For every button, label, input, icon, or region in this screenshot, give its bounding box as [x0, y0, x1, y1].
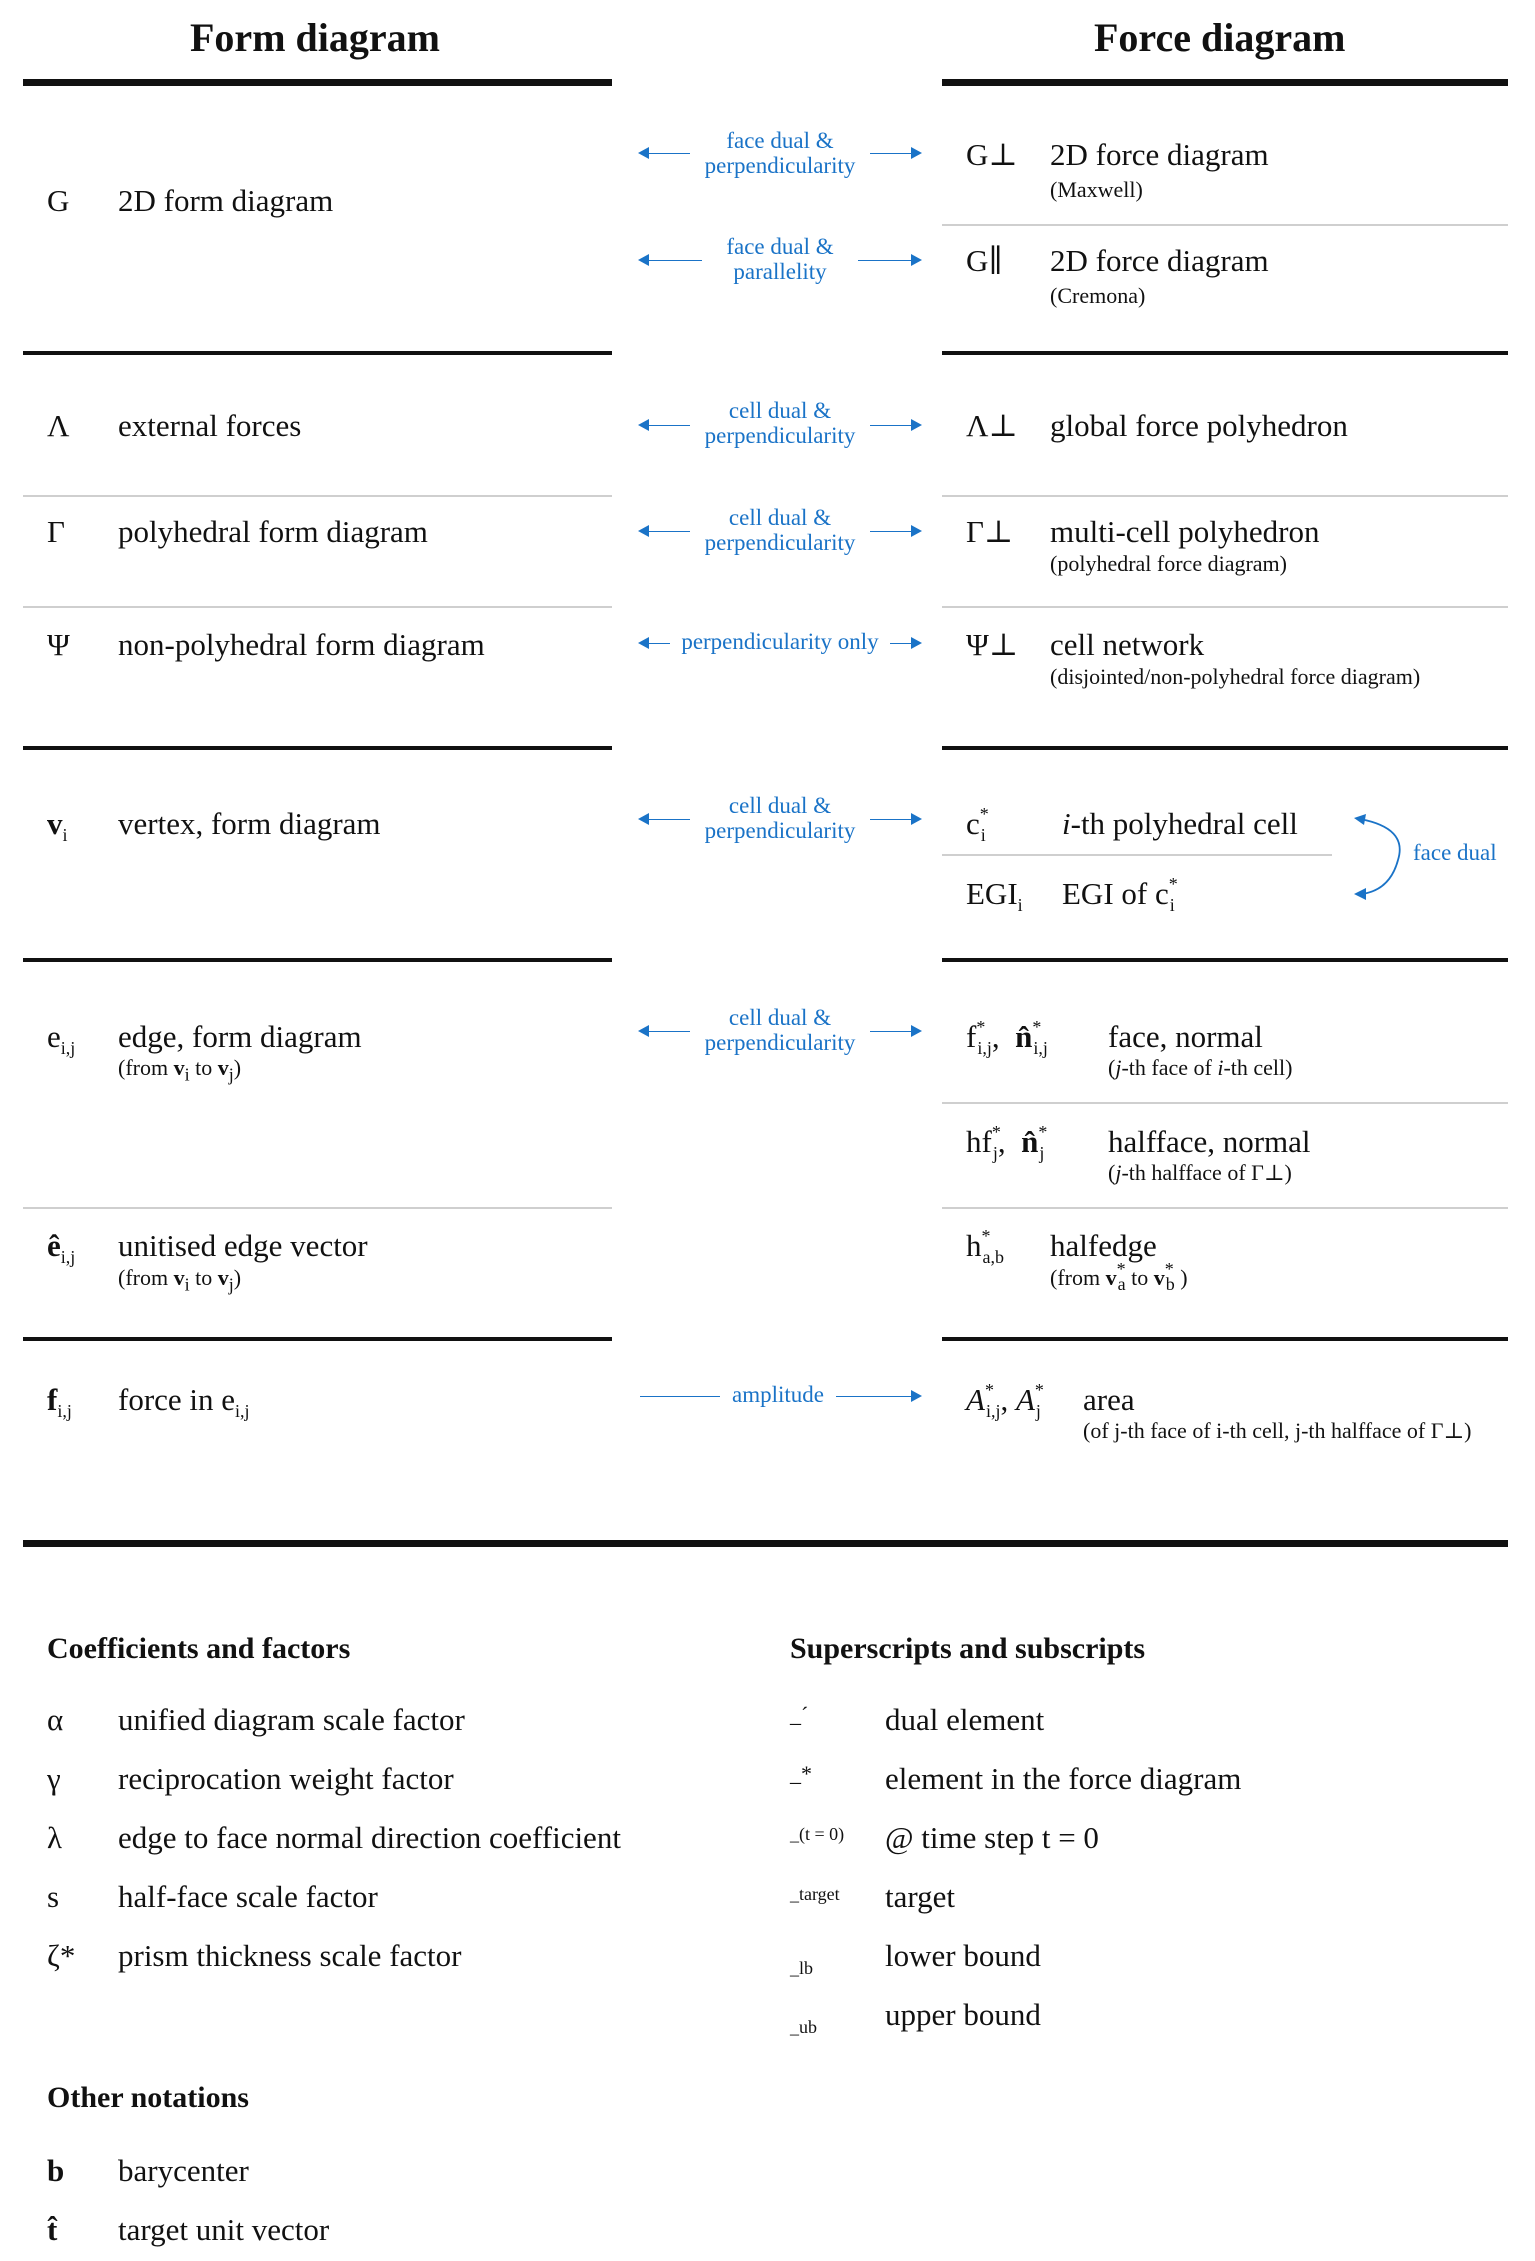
symbol-egi: $EGI_i$ — [966, 876, 1023, 916]
coef-label-zeta: prism thickness scale factor — [118, 1938, 462, 1973]
script-label-target: target — [885, 1879, 956, 1914]
coefficients-title: Coefficients and factors — [47, 1632, 351, 1665]
note-maxwell: (Maxwell) — [1050, 177, 1143, 202]
note-cremona: (Cremona) — [1050, 283, 1146, 308]
coef-sym-s: s — [47, 1879, 60, 1914]
label-force-in-edge: force in $e_{i,j}$ — [118, 1382, 250, 1422]
label-multi-cell: multi-cell polyhedron — [1050, 514, 1320, 549]
rule-right-top — [942, 79, 1508, 86]
note-area: (of j-th face of i-th cell, j-th halfface of Γ⊥) — [1083, 1418, 1472, 1443]
rule-left-3 — [23, 958, 612, 962]
sep-left-gamma — [23, 606, 612, 608]
note-face-normal: (j-th face of i-th cell) — [1108, 1055, 1293, 1080]
arrow-right-6 — [870, 1031, 920, 1032]
rule-right-2 — [942, 746, 1508, 750]
symbol-gamma: Γ — [47, 514, 65, 549]
arrow-left-3 — [640, 531, 690, 532]
symbol-c-star: $c^*_i$ — [966, 804, 989, 846]
label-global-force-polyhedron: global force polyhedron — [1050, 408, 1348, 443]
rule-left-1 — [23, 351, 612, 355]
script-label-star: element in the force diagram — [885, 1761, 1242, 1796]
rule-left-2 — [23, 746, 612, 750]
script-sym-dual: _´ — [790, 1702, 809, 1727]
arrow-left-5 — [640, 819, 690, 820]
rule-bottom — [23, 1540, 1508, 1547]
arrow-right-5 — [870, 819, 920, 820]
label-unit-edge: unitised edge vector — [118, 1228, 368, 1263]
form-diagram-header: Form diagram — [190, 15, 440, 60]
label-2d-form: 2D form diagram — [118, 183, 334, 218]
sep-right-gamma — [942, 606, 1508, 608]
rule-right-1 — [942, 351, 1508, 355]
note-unit-edge: (from $v_i$ to $v_j$) — [118, 1265, 242, 1295]
arrow-right-2 — [870, 425, 920, 426]
other-label-t-hat: target unit vector — [118, 2212, 330, 2247]
scripts-title: Superscripts and subscripts — [790, 1632, 1146, 1665]
arrow-right-4 — [890, 643, 920, 644]
relation-text-1: face dual & parallelity — [726, 234, 834, 284]
script-sym-star: _* — [790, 1761, 812, 1786]
symbol-psi-perp: Ψ⊥ — [966, 627, 1019, 662]
sep-left-edge — [23, 1207, 612, 1209]
note-cell-network: (disjointed/non-polyhedral force diagram) — [1050, 664, 1421, 689]
sep-right-lambda — [942, 495, 1508, 497]
arrow-line-7 — [640, 1396, 720, 1397]
symbol-e-hat: $ê_{i,j}$ — [47, 1228, 76, 1268]
arrow-left-1 — [640, 260, 702, 261]
label-halfface-normal: halfface, normal — [1108, 1124, 1311, 1159]
arrow-left-2 — [640, 425, 690, 426]
sep-right-g — [942, 224, 1508, 226]
label-face-normal: face, normal — [1108, 1019, 1263, 1054]
rule-left-4 — [23, 1337, 612, 1341]
other-title: Other notations — [47, 2081, 249, 2114]
label-2d-force-cremona: 2D force diagram — [1050, 243, 1269, 278]
coef-sym-zeta: ζ* — [47, 1938, 76, 1973]
symbol-g: G — [47, 183, 70, 218]
force-diagram-header: Force diagram — [1094, 15, 1346, 60]
arrow-left-6 — [640, 1031, 690, 1032]
script-label-lb: lower bound — [885, 1938, 1041, 1973]
face-dual-label: face dual — [1413, 840, 1497, 865]
symbol-e: $e_{i,j}$ — [47, 1019, 76, 1059]
arrow-right-0 — [870, 153, 920, 154]
symbol-g-parallel: G∥ — [966, 243, 1003, 278]
symbol-area: $A^*_{i,j}$, $A^*_j$ — [966, 1380, 1044, 1422]
sep-right-halfface — [942, 1207, 1508, 1209]
note-edge: (from $v_i$ to $v_j$) — [118, 1055, 242, 1085]
symbol-f: $f_{i,j}$ — [47, 1382, 72, 1422]
arrow-right-7 — [836, 1396, 920, 1397]
symbol-lambda-perp: Λ⊥ — [966, 408, 1018, 443]
symbol-g-perp: G⊥ — [966, 137, 1018, 172]
relation-text-3: cell dual & perpendicularity — [704, 505, 856, 555]
label-non-polyhedral-form: non-polyhedral form diagram — [118, 627, 485, 662]
script-label-dual: dual element — [885, 1702, 1045, 1737]
symbol-f-star: $f^*_{i,j}$, $n̂^*_{i,j}$ — [966, 1017, 1048, 1059]
other-sym-b: b — [47, 2153, 65, 2188]
label-edge: edge, form diagram — [118, 1019, 362, 1054]
script-sym-ub: _ub — [790, 2017, 817, 2037]
symbol-gamma-perp: Γ⊥ — [966, 514, 1014, 549]
coef-label-gamma: reciprocation weight factor — [118, 1761, 454, 1796]
script-sym-t0: _(t = 0) — [790, 1824, 845, 1844]
script-label-ub: upper bound — [885, 1997, 1041, 2032]
label-egi-of-c: EGI of $c^*_i$ — [1062, 874, 1178, 916]
label-vertex: vertex, form diagram — [118, 806, 381, 841]
label-polyhedral-form: polyhedral form diagram — [118, 514, 428, 549]
face-dual-curved-arrow — [1352, 806, 1412, 906]
coef-sym-lambda: λ — [47, 1820, 63, 1855]
label-cell-network: cell network — [1050, 627, 1205, 662]
other-label-b: barycenter — [118, 2153, 249, 2188]
symbol-v: $v_i$ — [47, 806, 68, 846]
symbol-hf-star: $hf^*_j$, $n̂^*_j$ — [966, 1122, 1048, 1164]
rule-right-4 — [942, 1337, 1508, 1341]
note-halfface-normal: (j-th halfface of Γ⊥) — [1108, 1160, 1292, 1185]
arrow-left-0 — [640, 153, 690, 154]
coef-label-lambda: edge to face normal direction coefficient — [118, 1820, 621, 1855]
symbol-lambda: Λ — [47, 408, 70, 443]
script-sym-lb: _lb — [790, 1958, 814, 1978]
label-halfedge: halfedge — [1050, 1228, 1157, 1263]
label-area: area — [1083, 1382, 1135, 1417]
coef-label-s: half-face scale factor — [118, 1879, 378, 1914]
coef-label-alpha: unified diagram scale factor — [118, 1702, 465, 1737]
relation-text-0: face dual & perpendicularity — [704, 128, 856, 178]
sep-right-face — [942, 1102, 1508, 1104]
other-sym-t-hat: t̂ — [47, 2212, 58, 2247]
symbol-psi: Ψ — [47, 627, 70, 662]
coef-sym-gamma: γ — [47, 1761, 61, 1796]
relation-text-6: cell dual & perpendicularity — [704, 1005, 856, 1055]
label-polyhedral-cell: i-th polyhedral cell — [1062, 806, 1298, 841]
sep-right-cell — [942, 854, 1332, 856]
relation-text-5: cell dual & perpendicularity — [704, 793, 856, 843]
arrow-right-3 — [870, 531, 920, 532]
script-sym-target: _target — [790, 1884, 840, 1904]
arrow-left-4 — [640, 643, 670, 644]
relation-text-4: perpendicularity only — [681, 629, 879, 654]
sep-left-lambda — [23, 495, 612, 497]
relation-text-2: cell dual & perpendicularity — [704, 398, 856, 448]
note-multi-cell: (polyhedral force diagram) — [1050, 551, 1287, 576]
rule-right-3 — [942, 958, 1508, 962]
label-2d-force-maxwell: 2D force diagram — [1050, 137, 1269, 172]
relation-text-7: amplitude — [732, 1382, 824, 1407]
script-label-t0: @ time step t = 0 — [885, 1820, 1099, 1855]
arrow-right-1 — [858, 260, 920, 261]
label-external-forces: external forces — [118, 408, 302, 443]
symbol-h-star: $h^*_{a,b}$ — [966, 1226, 1004, 1268]
note-halfedge: (from $v^*_a$ to $v^*_b$ ) — [1050, 1259, 1188, 1295]
coef-sym-alpha: α — [47, 1702, 64, 1737]
rule-left-top — [23, 79, 612, 86]
